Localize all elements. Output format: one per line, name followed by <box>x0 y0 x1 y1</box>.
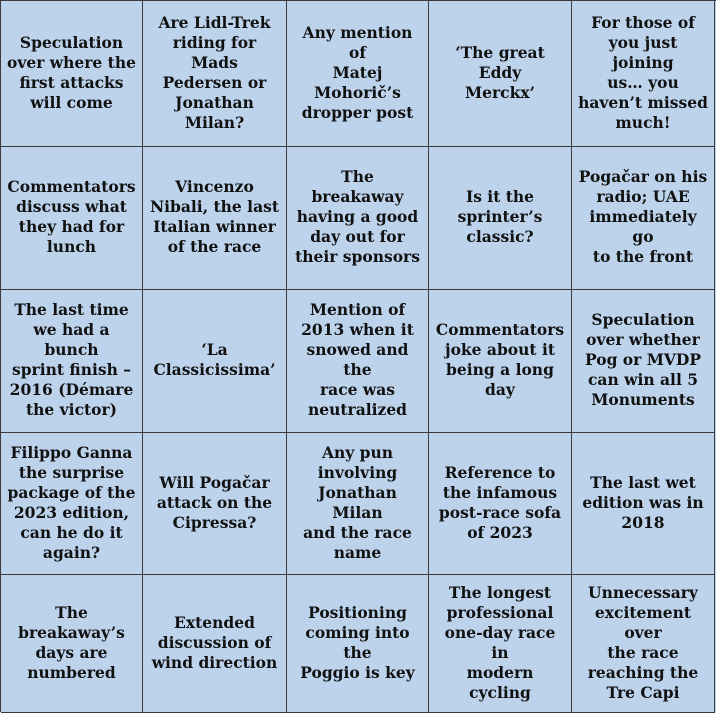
bingo-cell[interactable] <box>1 1 143 147</box>
bingo-cell[interactable] <box>143 575 287 713</box>
cell-text: Pogačar on his radio; UAE immediately go to the front <box>578 167 708 266</box>
bingo-cell[interactable] <box>429 575 572 713</box>
bingo-cell[interactable] <box>572 290 715 433</box>
bingo-cell[interactable] <box>429 290 572 433</box>
bingo-cell[interactable] <box>287 1 429 147</box>
bingo-cell[interactable] <box>572 1 715 147</box>
bingo-cell[interactable] <box>143 290 287 433</box>
cell-text: Are Lidl-Trek riding for Mads Pedersen or Jonathan Milan? <box>158 12 271 132</box>
bingo-cell[interactable] <box>1 147 143 290</box>
cell-text: The breakaway’s days are numbered <box>18 602 125 682</box>
cell-text: Speculation over whether Pog or MVDP can win all 5 Monuments <box>585 310 701 409</box>
cell-text: Vincenzo Nibali, the last Italian winner of the race <box>149 177 279 256</box>
cell-text: For those of you just joining us… you haven’t missed much! <box>578 12 708 132</box>
bingo-cell[interactable] <box>429 433 572 575</box>
cell-text: Commentators joke about it being a long day <box>435 320 565 399</box>
cell-text: The last wet edition was in 2018 <box>582 472 704 532</box>
cell-text: Positioning coming into the Poggio is key <box>300 602 415 682</box>
cell-text: Reference to the infamous post-race sofa of 2023 <box>438 462 562 542</box>
bingo-cell[interactable] <box>143 147 287 290</box>
cell-text: Is it the sprinter’s classic? <box>457 187 543 246</box>
cell-text: Mention of 2013 when it snowed and the race was neutralized <box>301 300 414 419</box>
bingo-cell[interactable] <box>572 433 715 575</box>
cell-text: The last time we had a bunch sprint finish – 2016 (Démare the victor) <box>9 300 134 419</box>
bingo-cell[interactable] <box>429 1 572 147</box>
cell-text: Speculation over where the first attacks will come <box>7 32 136 112</box>
cell-text: Extended discussion of wind direction <box>151 612 278 672</box>
bingo-cell[interactable] <box>287 433 429 575</box>
bingo-cell[interactable] <box>143 433 287 575</box>
cell-text: The longest professional one-day race in modern cycling <box>444 582 556 702</box>
cell-text: Any mention of Matej Mohorič’s dropper post <box>301 22 414 122</box>
cell-text: The breakaway having a good day out for their sponsors <box>295 167 420 266</box>
bingo-cell[interactable] <box>572 147 715 290</box>
bingo-cell[interactable] <box>287 147 429 290</box>
cell-text: ‘La Classicissima’ <box>153 340 276 379</box>
bingo-cell[interactable] <box>1 575 143 713</box>
bingo-cell[interactable] <box>1 433 143 575</box>
bingo-cell[interactable] <box>429 147 572 290</box>
bingo-cell[interactable] <box>143 1 287 147</box>
bingo-cell[interactable] <box>1 290 143 433</box>
bingo-cell[interactable] <box>572 575 715 713</box>
cell-text: Will Pogačar attack on the Cipressa? <box>156 472 273 532</box>
cell-text: ‘The great Eddy Merckx’ <box>455 42 545 102</box>
bingo-cell[interactable] <box>287 575 429 713</box>
cell-text: Filippo Ganna the surprise package of the 2023 edition, can he do it again? <box>7 442 136 562</box>
cell-text: Unnecessary excitement over the race reaching the Tre Capi <box>587 582 699 702</box>
cell-text: Commentators discuss what they had for lunch <box>7 177 136 256</box>
cell-text: Any pun involving Jonathan Milan and the race name <box>303 442 412 562</box>
bingo-cell[interactable] <box>287 290 429 433</box>
